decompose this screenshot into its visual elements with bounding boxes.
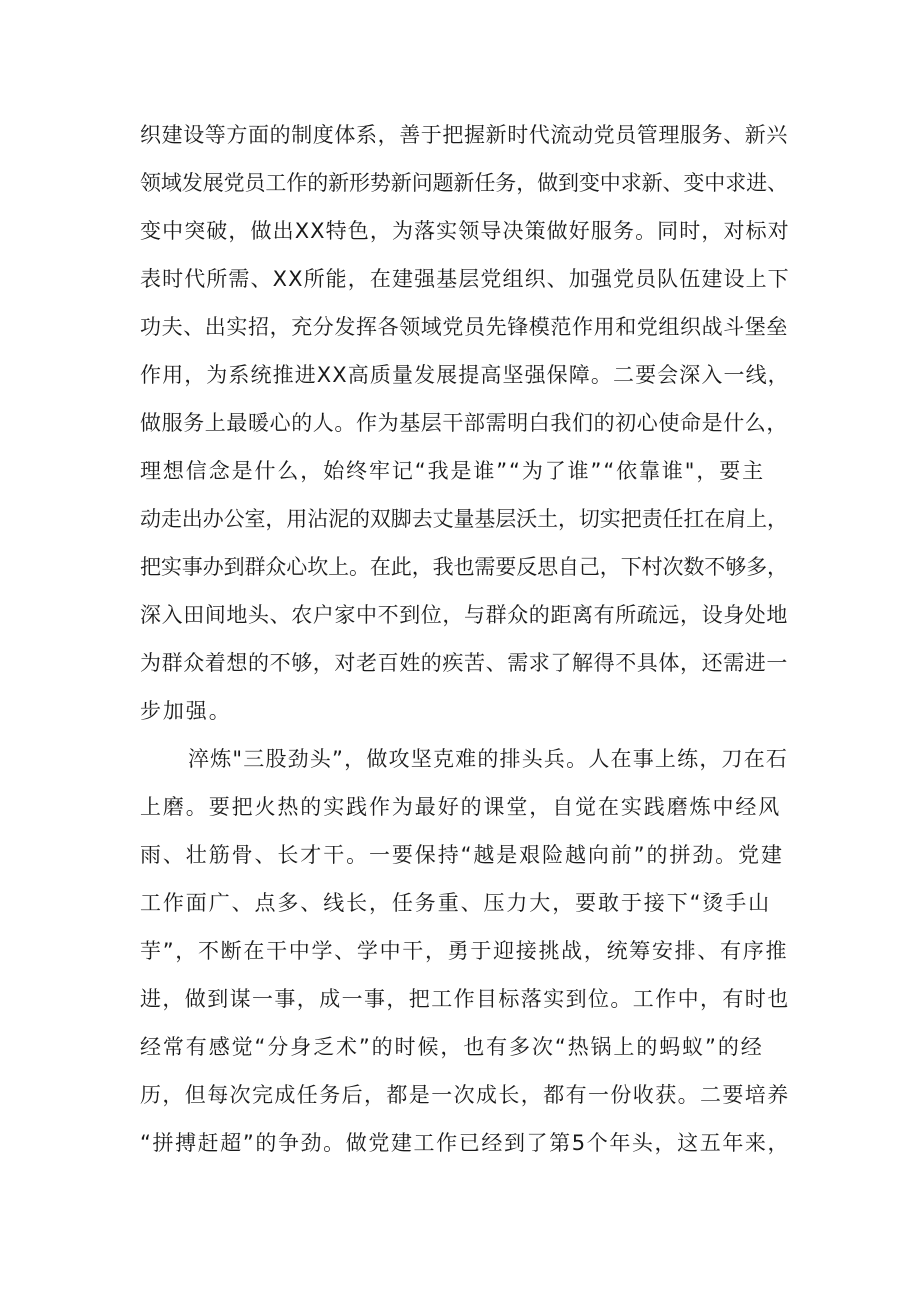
text-line: 把实事办到群众心坎上。在此，我也需要反思自己，下村次数不够多， <box>140 555 788 579</box>
text-line: 理想信念是什么，始终牢记“我是谁”“为了谁”“依靠谁"，要主 <box>140 459 766 483</box>
text-line: 作用，为系统推进XX高质量发展提高坚强保障。二要会深入一线， <box>140 363 790 387</box>
text-line: 表时代所需、XX所能，在建强基层党组织、加强党员队伍建设上下 <box>140 267 790 291</box>
text-line: 做服务上最暖心的人。作为基层干部需明白我们的初心使命是什么， <box>140 411 788 435</box>
text-line: 功夫、出实招，充分发挥各领域党员先锋模范作用和党组织战斗堡垒 <box>140 315 788 339</box>
text-line: 动走出办公室，用沾泥的双脚去丈量基层沃土，切实把责任扛在肩上， <box>140 507 788 531</box>
text-line: 为群众着想的不够，对老百姓的疾苦、需求了解得不具体，还需进一 <box>140 651 788 675</box>
text-line: 进，做到谋一事，成一事，把工作目标落实到位。工作中，有时也 <box>140 987 790 1011</box>
text-line: 历，但每次完成任务后，都是一次成长，都有一份收获。二要培养 <box>140 1083 790 1107</box>
paragraph-first-line: 淬炼"三股劲头”，做攻坚克难的排头兵。人在事上练，刀在石 <box>188 747 789 771</box>
text-line: 变中突破，做出XX特色，为落实领导决策做好服务。同时，对标对 <box>140 219 790 243</box>
text-line: 深入田间地头、农户家中不到位，与群众的距离有所疏远，设身处地 <box>140 603 788 627</box>
text-line: 经常有感觉“分身乏术”的时候，也有多次“热锅上的蚂蚁”的经 <box>140 1035 764 1059</box>
text-line: 上磨。要把火热的实践作为最好的课堂，自觉在实践磨炼中经风 <box>140 795 782 819</box>
text-line: 芋”，不断在干中学、学中干，勇于迎接挑战，统筹安排、有序推 <box>140 939 789 963</box>
text-line: 领域发展党员工作的新形势新问题新任务，做到变中求新、变中求进、 <box>140 171 788 195</box>
text-line: 织建设等方面的制度体系，善于把握新时代流动党员管理服务、新兴 <box>140 123 788 147</box>
text-line: 雨、壮筋骨、长才干。一要保持“越是艰险越向前”的拼劲。党建 <box>140 843 784 867</box>
text-line: 工作面广、点多、线长，任务重、压力大，要敢于接下“烫手山 <box>140 891 772 915</box>
text-line: 步加强。 <box>140 699 232 723</box>
text-line: “拼搏赶超”的争劲。做党建工作已经到了第5个年头，这五年来， <box>140 1131 791 1155</box>
